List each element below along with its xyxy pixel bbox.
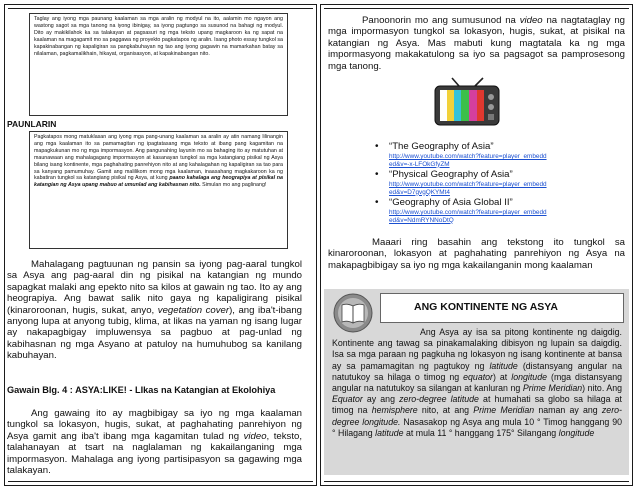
video-intro-text-end: na nagtataglay ng mga impormasyon tungkol sa lokasyon, hugis, sukat, at pisikal na katangian ng Asya. Mas mabuti kung magtatala ka ng mga impormasyong makakatulong sa iyo sa pagsagot sa pamprosesong mga tanong.: [328, 15, 625, 72]
continent-text-run: nito, at ang: [421, 405, 469, 416]
bullet: •: [375, 169, 379, 180]
vegetation-cover-term: vegetation cover: [157, 304, 230, 316]
continent-term: hemisphere: [371, 405, 418, 416]
television-icon: [433, 77, 503, 129]
reading-intro-paragraph: [328, 237, 625, 285]
video-term: video: [519, 15, 543, 26]
continent-term: latitude: [375, 427, 404, 438]
continent-term: Equator: [332, 394, 363, 405]
gawain-title: Gawain Blg. 4 : ASYA:LIKE! - LIkas na Katangian at Ekolohiya: [7, 385, 276, 395]
video-title: “The Geography of Asia”: [389, 141, 494, 152]
bullet: •: [375, 197, 379, 208]
continent-term: equator: [463, 371, 493, 382]
continent-title: ANG KONTINENTE NG ASYA: [414, 301, 558, 313]
video-link[interactable]: [389, 209, 547, 224]
paunlarin-box: [29, 131, 288, 249]
video-term: video: [243, 430, 267, 442]
video-link[interactable]: [389, 181, 547, 196]
paunlarin-heading: PAUNLARIN: [7, 119, 57, 129]
continent-text-run: (mga distansyang angular na natutukoy sa silangan at kanluran ng: [332, 371, 622, 394]
continent-term: longitude: [558, 427, 595, 438]
continent-text-run: (distansyang angular na natutukoy sa hilaga o timog ng: [332, 360, 622, 382]
video-link-line[interactable]: http://www.youtube.com/watch?feature=player_embedd: [389, 209, 547, 216]
page-frame-line: [8, 481, 313, 482]
continent-text-run: naman ay ang: [538, 405, 598, 416]
continent-term: longitude: [511, 371, 547, 382]
bullet: •: [375, 141, 379, 152]
continent-term: zero-degree longitude.: [332, 405, 622, 427]
video-intro-text: Panoonorin mo ang sumusunod na: [362, 15, 516, 26]
continent-term: latitude: [489, 360, 518, 371]
continent-term: zero-degree latitude: [399, 394, 479, 405]
continent-text-run: ) at: [492, 371, 508, 382]
paunlarin-text: Pagkatapos mong matuklasan ang iyong mga pang-unang kaalaman sa aralin ay atin namang lilinangin ang mga kaalaman ito sa pamamagitan ng ipagtatasang mga teksto at ibang pang kagamitan na mapagkukunan mo ng mga impormasyon. Ang pangunahing layunin mo sa bahaging ito ay matutuhan at maunawaan ang mahalagagang impormasyon at kasanayan tungkol sa mga katangiang pisikal ng Asya bilang isang kontinente, mga paghahating panrehiyon nito at ang kahalagahan ng kapaligiran sa tao para sa kanyang pamumuhay. Gamit ang malilikom mong mga kaalaman, inaasahang magkakaroon ka ng kabatiran tungkol sa katangiang pisikal ng Asya, at kung: [34, 134, 283, 182]
reading-intro-text: Maaari ring basahin ang tekstong ito tungkol sa kinaroroonan, lokasyon at paghahating panrehiyon ng Asya na makapagbibigay sa iyo ng mga kakailanganin mong kaalaman: [328, 237, 625, 271]
right-page: [320, 4, 633, 486]
continent-text: [332, 327, 622, 473]
geography-text: Mahalagang pagtuunan ng pansin sa iyong pag-aaral tungkol sa Asya ang pag-aaral din ng pisikal na katangian ng mundo sapagkat malaki ang epekto nito sa kilos at gawain ng tao. Ito ay ang heograpiya. Ang bawat salik nito gaya ng kapaligirang pisikal (kinaroroonan, hugis, sukat, anyo,: [7, 259, 302, 316]
gawain-text: Ang gawaing ito ay magbibigay sa iyo ng mga kaalaman tungkol sa lokasyon, hugis, sukat, at paghahating panrehiyon ng Asya gamit ang iba't ibang mga kagamitan tulad ng: [7, 408, 302, 442]
intro-box-text: Taglay ang iyong mga paunang kaalaman sa mga aralin ng modyul na ito, aalamin mo ngayon ang wastong sagot sa mga tanong na iyong ibinigay, sa iyong pagtungo sa susunod na bahagi ng modyul. Dito ay makikilahok ka sa talakayan at pagsasuri ng mga teksto upang magkaroon ka ng sapat na kaalaman na magagamit mo sa paggawa ng proyekto pagkatapos ng aralin. Isang photo essay tungkol sa kapakinabangan ng kapaligiran sa pangkabuhayan ng tao ang iyong gagawin na mamarkahan batay sa nilalaman, pagkamalikhain, hikayat, organisasyon, at kapakinabangan nito.: [34, 16, 283, 57]
video-title: “Physical Geography of Asia”: [389, 169, 513, 180]
continent-text-run: at mula 11 ° hanggang 175° Silangang: [405, 427, 557, 438]
continent-term: Prime Meridian: [522, 383, 583, 394]
continent-text-run: Ang Asya ay isa sa pitong kontinente ng daigdig. Kontinente ang tawag sa pinakamalaking dibisyon ng lupain sa daigdig. Isa sa mga paraan ng pagkuha ng lokasyon ng isang kontinente at bansa ay sa pamamagitan ng pagtukoy ng: [332, 327, 622, 371]
video-link-line[interactable]: http://www.youtube.com/watch?feature=player_embedd: [389, 181, 547, 188]
video-link-line[interactable]: ed&v=NdmRYNNoDtQ: [389, 216, 454, 224]
paunlarin-bold-text: paano kahalaga ang heograpiya at pisikal na katangian ng Asya upang mabuo at umunlad ang kabihasnan nito.: [34, 175, 283, 189]
video-title: “Geography of Asia Global II”: [389, 197, 513, 208]
video-link[interactable]: [389, 153, 547, 168]
page-frame-line: [324, 481, 629, 482]
video-link-line[interactable]: http://www.youtube.com/watch?feature=player_embedd: [389, 153, 547, 160]
continent-text-run: Nasasakop ng Asya ang mula 10 ° Timog hanggang 90 ° Hilagang: [332, 416, 622, 438]
page-frame-line: [8, 8, 313, 9]
continent-text-run: ) nito. Ang: [582, 383, 622, 394]
continent-panel: [324, 289, 629, 475]
video-intro-paragraph: [328, 15, 625, 73]
paunlarin-end-text: Simulan mo ang paglinang!: [202, 182, 267, 189]
gawain-paragraph: [7, 408, 302, 482]
geography-paragraph: [7, 259, 302, 375]
left-page: [4, 4, 317, 486]
continent-text-run: at humahati sa globo sa hilaga at timog na: [332, 394, 622, 416]
video-link-line[interactable]: ed&v=-x-LFOkGfyZM: [389, 160, 450, 168]
video-link-line[interactable]: ed&v=D7gvgQKYMt4: [389, 188, 450, 196]
geography-text-end: ), ang iba't-ibang anyong lupa at anyong tubig, klima, at likas na yaman ng isang lugar ay nakapagbigay impluwensya sa pagbuo at pag-unlad ng kabihasnan ng mga Asyano at patuloy na humuhubog sa kanilang kabuhayan.: [7, 304, 302, 362]
continent-text-run: ay ang: [366, 394, 395, 405]
intro-box: [29, 13, 288, 116]
page-frame-line: [324, 8, 629, 9]
gawain-text-end: , teksto, talahanayan at tsart na naglalaman ng kakailanganing mga impormasyon. Mahalaga ang iyong partisipasyon sa gagawing mga talakayan.: [7, 430, 302, 477]
continent-term: Prime Meridian: [473, 405, 535, 416]
